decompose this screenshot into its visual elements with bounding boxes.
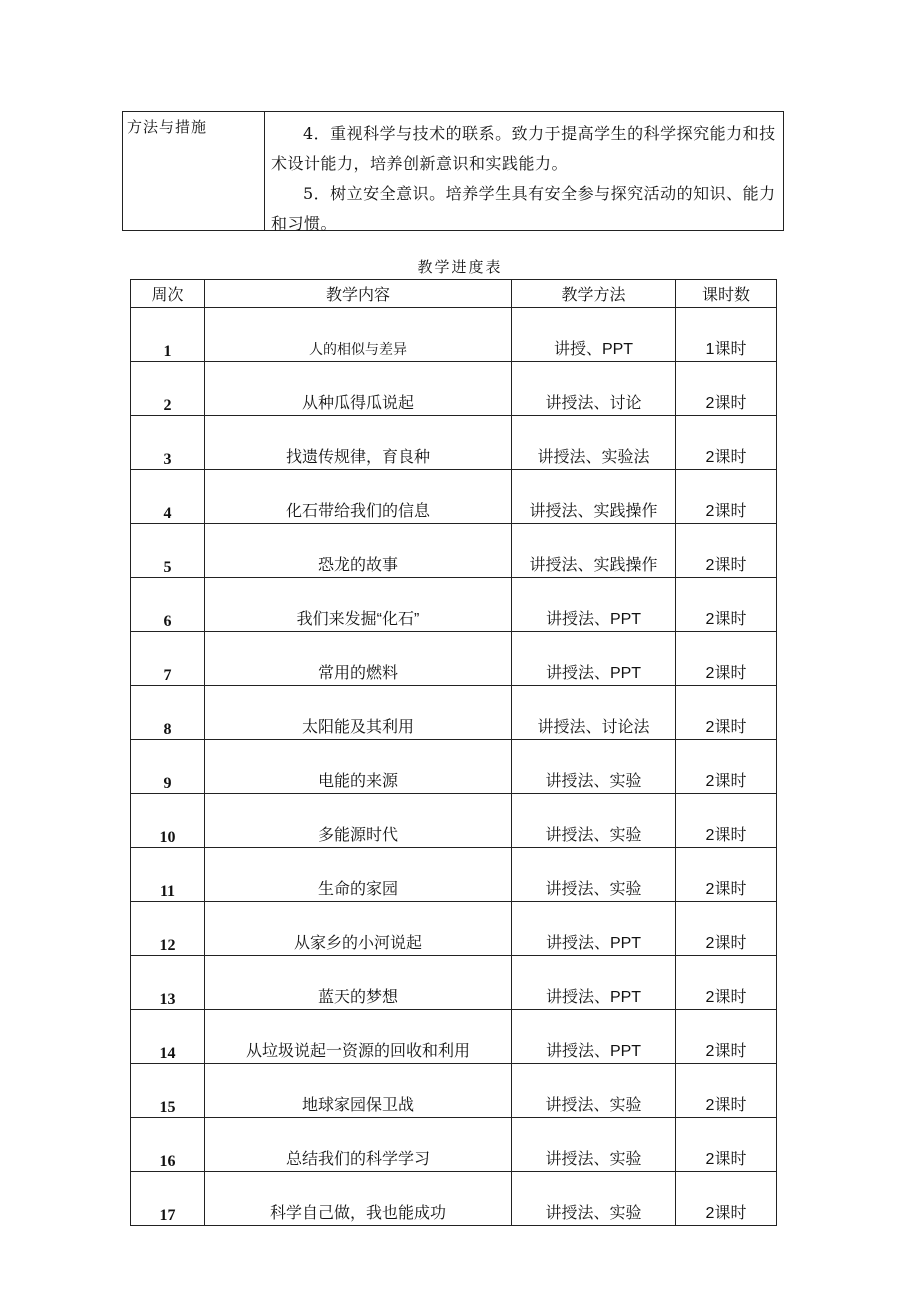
table-row	[131, 1010, 777, 1064]
week-cell: 14	[131, 1010, 205, 1064]
week-cell: 15	[131, 1064, 205, 1118]
method-cell: 讲授法、实验	[512, 740, 676, 794]
table-row	[131, 902, 777, 956]
method-cell: 讲授法、实验	[512, 1064, 676, 1118]
content-cell: 太阳能及其利用	[205, 686, 512, 740]
content-cell: 常用的燃料	[205, 632, 512, 686]
hours-cell: 2课时	[676, 470, 777, 524]
hours-cell: 2课时	[676, 1064, 777, 1118]
hours-cell: 2课时	[676, 956, 777, 1010]
table-row	[131, 524, 777, 578]
content-cell: 恐龙的故事	[205, 524, 512, 578]
methods-paragraph: 4．重视科学与技术的联系。致力于提高学生的科学探究能力和技术设计能力，培养创新意识和实践能力。	[271, 124, 776, 173]
hours-cell: 2课时	[676, 1010, 777, 1064]
method-cell: 讲授法、实践操作	[512, 470, 676, 524]
week-cell: 1	[131, 308, 205, 362]
schedule-title: 教学进度表	[417, 258, 503, 276]
method-cell: 讲授法、实验	[512, 794, 676, 848]
content-cell: 从家乡的小河说起	[205, 902, 512, 956]
table-row	[131, 632, 777, 686]
week-cell: 13	[131, 956, 205, 1010]
table-row	[131, 848, 777, 902]
method-cell: 讲授法、讨论	[512, 362, 676, 416]
week-cell: 9	[131, 740, 205, 794]
method-cell: 讲授法、PPT	[512, 578, 676, 632]
content-cell: 科学自己做，我也能成功	[205, 1172, 512, 1226]
methods-label: 方法与措施	[123, 112, 265, 230]
header-week: 周次	[131, 280, 205, 308]
method-cell: 讲授法、PPT	[512, 632, 676, 686]
hours-cell: 1课时	[676, 308, 777, 362]
content-cell: 化石带给我们的信息	[205, 470, 512, 524]
content-cell: 地球家园保卫战	[205, 1064, 512, 1118]
table-row	[131, 740, 777, 794]
table-row	[131, 416, 777, 470]
method-cell: 讲授法、实验法	[512, 416, 676, 470]
table-row	[131, 470, 777, 524]
content-cell: 总结我们的科学学习	[205, 1118, 512, 1172]
table-row	[131, 1064, 777, 1118]
week-cell: 16	[131, 1118, 205, 1172]
week-cell: 3	[131, 416, 205, 470]
method-cell: 讲授法、实践操作	[512, 524, 676, 578]
hours-cell: 2课时	[676, 902, 777, 956]
week-cell: 11	[131, 848, 205, 902]
schedule-table	[130, 279, 777, 1226]
content-cell: 人的相似与差异	[205, 308, 512, 362]
table-row	[131, 956, 777, 1010]
hours-cell: 2课时	[676, 1118, 777, 1172]
methods-paragraph: 5．树立安全意识。培养学生具有安全参与探究活动的知识、能力和习惯。	[271, 184, 776, 233]
schedule-header-row	[131, 280, 777, 308]
week-cell: 10	[131, 794, 205, 848]
table-row	[131, 578, 777, 632]
content-cell: 蓝天的梦想	[205, 956, 512, 1010]
week-cell: 12	[131, 902, 205, 956]
hours-cell: 2课时	[676, 578, 777, 632]
table-row	[131, 686, 777, 740]
hours-cell: 2课时	[676, 794, 777, 848]
hours-cell: 2课时	[676, 362, 777, 416]
header-hours: 课时数	[676, 280, 777, 308]
header-content: 教学内容	[205, 280, 512, 308]
content-cell: 电能的来源	[205, 740, 512, 794]
methods-table	[122, 111, 784, 231]
methods-content	[265, 112, 783, 233]
content-cell: 多能源时代	[205, 794, 512, 848]
content-cell: 从垃圾说起一资源的回收和利用	[205, 1010, 512, 1064]
method-cell: 讲授法、PPT	[512, 902, 676, 956]
method-cell: 讲授法、实验	[512, 1172, 676, 1226]
hours-cell: 2课时	[676, 686, 777, 740]
content-cell: 从种瓜得瓜说起	[205, 362, 512, 416]
hours-cell: 2课时	[676, 848, 777, 902]
hours-cell: 2课时	[676, 632, 777, 686]
table-row	[131, 794, 777, 848]
method-cell: 讲授、PPT	[512, 308, 676, 362]
table-row	[131, 362, 777, 416]
hours-cell: 2课时	[676, 740, 777, 794]
method-cell: 讲授法、PPT	[512, 1010, 676, 1064]
method-cell: 讲授法、实验	[512, 1118, 676, 1172]
table-row	[131, 308, 777, 362]
method-cell: 讲授法、PPT	[512, 956, 676, 1010]
week-cell: 2	[131, 362, 205, 416]
method-cell: 讲授法、实验	[512, 848, 676, 902]
hours-cell: 2课时	[676, 524, 777, 578]
content-cell: 找遗传规律，育良种	[205, 416, 512, 470]
content-cell: 生命的家园	[205, 848, 512, 902]
week-cell: 4	[131, 470, 205, 524]
table-row	[131, 1118, 777, 1172]
hours-cell: 2课时	[676, 416, 777, 470]
hours-cell: 2课时	[676, 1172, 777, 1226]
table-row	[131, 1172, 777, 1226]
week-cell: 17	[131, 1172, 205, 1226]
header-method: 教学方法	[512, 280, 676, 308]
week-cell: 5	[131, 524, 205, 578]
week-cell: 7	[131, 632, 205, 686]
week-cell: 6	[131, 578, 205, 632]
week-cell: 8	[131, 686, 205, 740]
content-cell: 我们来发掘“化石”	[205, 578, 512, 632]
method-cell: 讲授法、讨论法	[512, 686, 676, 740]
